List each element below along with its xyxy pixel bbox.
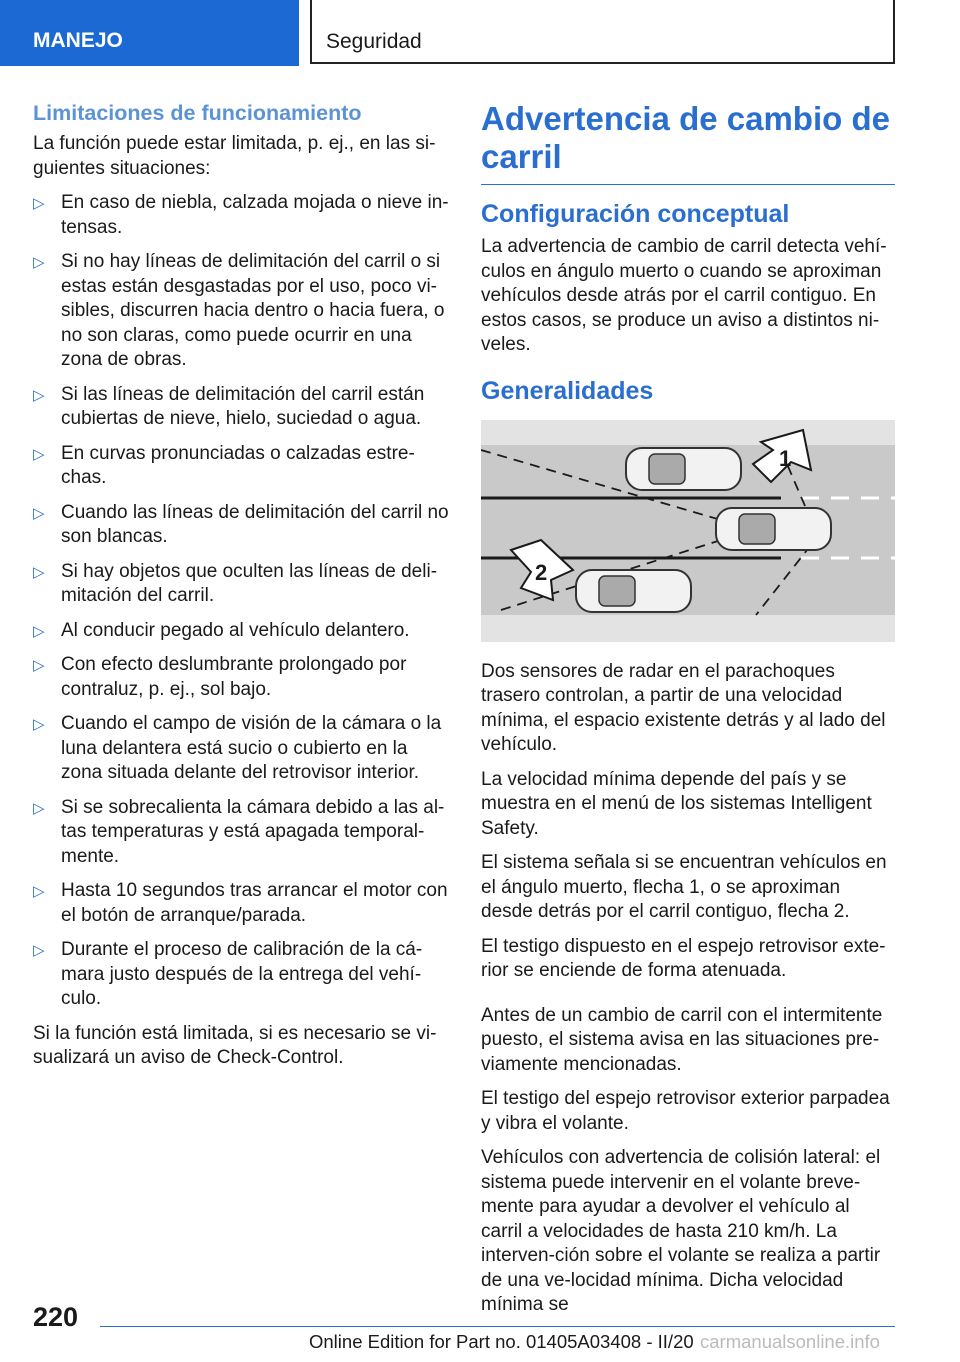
triangle-bullet-icon: ▷: [33, 563, 45, 581]
arrow-2-label: 2: [535, 559, 548, 585]
list-item: ▷ Si no hay líneas de delimitación del carril o si estas están desgastadas por el uso, poco vi-sibles, discurren hacia dentro o hacia fuera, o no son claras, como puede ocurrir en una zona de obras.: [33, 251, 445, 370]
paragraph: Antes de un cambio de carril con el intermitente puesto, el sistema avisa en las situaciones pre-viamente mencionadas.: [481, 1004, 883, 1075]
limitations-intro: La función puede estar limitada, p. ej., en las si-guientes situaciones:: [33, 133, 436, 179]
limitations-closing: Si la función está limitada, si es necesario se vi-sualizará un aviso de Check-Control.: [33, 1022, 437, 1068]
general-heading: Generalidades: [481, 376, 654, 405]
list-item: ▷ Hasta 10 segundos tras arrancar el motor con el botón de arranque/parada.: [33, 880, 448, 926]
triangle-bullet-icon: ▷: [33, 716, 45, 733]
triangle-bullet-icon: ▷: [33, 504, 45, 522]
triangle-bullet-icon: ▷: [33, 254, 45, 271]
topic-label: Seguridad: [326, 30, 422, 53]
limitations-list: [33, 191, 451, 1012]
paragraph: Vehículos con advertencia de colisión lateral: el sistema puede intervenir en el volante breve-mente para ayudar a devolver el vehículo al carril a velocidades de hasta 210 km/h. La interven-ción sobre el volante se realiza a partir de una ve-locidad mínima. Dicha velocidad mínima se: [481, 1147, 881, 1315]
page-number: 220: [33, 1302, 79, 1332]
lane-change-diagram: [481, 420, 895, 642]
triangle-bullet-icon: ▷: [33, 195, 45, 212]
limitations-heading: Limitaciones de funcionamiento: [33, 101, 362, 125]
triangle-bullet-icon: ▷: [33, 445, 45, 463]
list-item: ▷ Cuando las líneas de delimitación del carril no son blancas.: [33, 501, 449, 547]
concept-heading: Configuración conceptual: [481, 200, 790, 228]
list-item: ▷ Cuando el campo de visión de la cámara o la luna delantera está sucio o cubierto en la zona situada delante del retrovisor interior.: [33, 713, 442, 783]
topic-header: [310, 0, 895, 64]
section-tab[interactable]: [0, 0, 299, 66]
list-item: ▷ Si las líneas de delimitación del carril están cubiertas de nieve, hielo, suciedad o agua.: [33, 383, 425, 429]
paragraph: La velocidad mínima depende del país y se muestra en el menú de los sistemas Intelligent Safety.: [481, 768, 872, 839]
title-divider: [481, 184, 895, 185]
left-column: [33, 100, 451, 1081]
triangle-bullet-icon: ▷: [33, 799, 45, 817]
paragraph: El sistema señala si se encuentran vehículos en el ángulo muerto, flecha 1, o se aproximan desde detrás por el carril contiguo, flecha 2.: [481, 852, 887, 922]
paragraph: El testigo dispuesto en el espejo retrovisor exte-rior se enciende de forma atenuada.: [481, 935, 886, 981]
triangle-bullet-icon: ▷: [33, 622, 45, 640]
triangle-bullet-icon: ▷: [33, 883, 45, 900]
list-item: ▷ Si hay objetos que oculten las líneas de deli-mitación del carril.: [33, 560, 438, 606]
triangle-bullet-icon: ▷: [33, 657, 45, 674]
car-own: [716, 508, 831, 550]
list-item: ▷ Si se sobrecalienta la cámara debido a las al-tas temperaturas y está apagada temporal-mente.: [33, 796, 445, 867]
right-column: [481, 100, 895, 1328]
triangle-bullet-icon: ▷: [33, 942, 45, 959]
list-item: ▷ Con efecto deslumbrante prolongado por contraluz, p. ej., sol bajo.: [33, 654, 407, 700]
list-item: ▷ Al conducir pegado al vehículo delantero.: [33, 619, 451, 644]
page-title: Advertencia de cambio de carril: [481, 100, 890, 175]
paragraph: El testigo del espejo retrovisor exterior parpadea y vibra el volante.: [481, 1088, 890, 1134]
list-item: ▷ En curvas pronunciadas o calzadas estre-chas.: [33, 442, 415, 488]
footer-divider: [100, 1326, 895, 1327]
paragraph: Dos sensores de radar en el parachoques trasero controlan, a partir de una velocidad mínima, el espacio existente detrás y al lado del vehículo.: [481, 660, 886, 755]
concept-text: La advertencia de cambio de carril detecta vehí-culos en ángulo muerto o cuando se aproximan vehículos desde atrás por el carril contiguo. En estos casos, se produce un aviso a distintos ni-veles.: [481, 236, 887, 355]
edition-info: Online Edition for Part no. 01405A03408 - II/20: [309, 1331, 694, 1352]
car-blind-spot: [626, 448, 741, 490]
list-item: ▷ En caso de niebla, calzada mojada o nieve in-tensas.: [33, 192, 449, 238]
list-item: ▷ Durante el proceso de calibración de la cá-mara justo después de la entrega del vehí-culo.: [33, 939, 423, 1009]
watermark: carmanualsonline.info: [700, 1331, 880, 1352]
triangle-bullet-icon: ▷: [33, 386, 45, 404]
section-gap: [481, 994, 895, 1004]
car-approaching: [576, 570, 691, 612]
arrow-1-label: 1: [779, 445, 792, 471]
section-label: MANEJO: [33, 29, 123, 52]
